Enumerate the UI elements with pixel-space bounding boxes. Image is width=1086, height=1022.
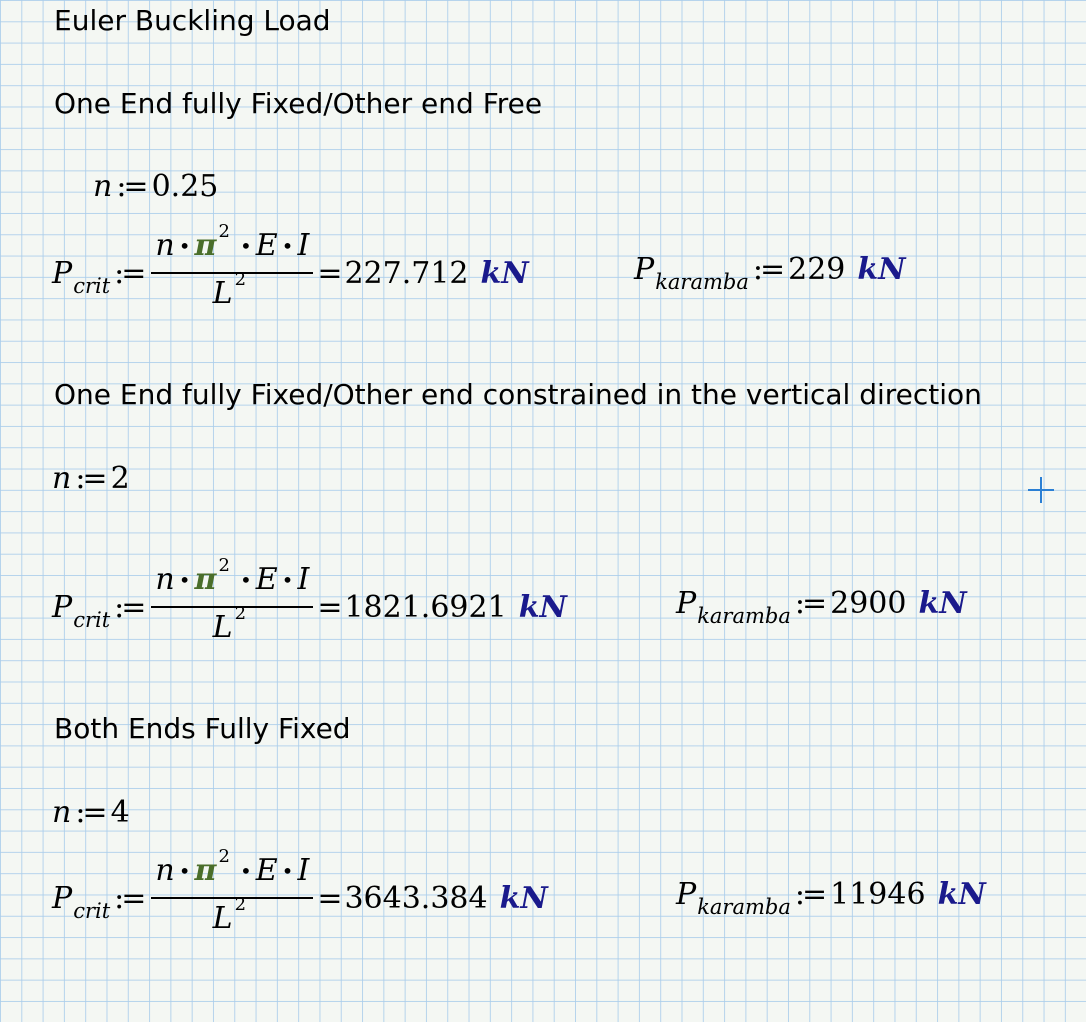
exponent-2: 2 (234, 603, 247, 624)
assign-operator: := (752, 252, 783, 287)
l-variable: L (212, 276, 233, 311)
case2-n-definition[interactable] (52, 461, 130, 497)
assign-operator: := (794, 877, 825, 912)
multiply-dot: • (178, 568, 191, 592)
case3-p-crit-equation[interactable] (52, 846, 548, 945)
buckling-fraction (151, 221, 313, 320)
p-crit-result: 227.712 (344, 256, 469, 291)
case2-p-karamba-definition[interactable] (676, 586, 967, 628)
unit-kn: kN (499, 881, 548, 916)
n-value: 4 (110, 795, 130, 830)
multiply-dot: • (281, 568, 294, 592)
case1-p-karamba-definition[interactable] (634, 252, 906, 294)
fraction-denominator (212, 894, 252, 945)
multiply-dot: • (178, 859, 191, 883)
p-karamba-value: 11946 (830, 877, 926, 912)
case1-p-crit-equation[interactable] (52, 221, 529, 320)
equals-operator: = (317, 881, 343, 916)
equals-operator: = (317, 256, 343, 291)
assign-operator: := (75, 461, 105, 496)
karamba-subscript: karamba (697, 895, 791, 919)
e-variable: E (255, 228, 278, 263)
multiply-dot: • (239, 859, 252, 883)
i-variable: I (297, 853, 310, 888)
p-karamba-value: 2900 (830, 586, 907, 621)
crit-subscript: crit (73, 899, 111, 923)
exponent-2: 2 (234, 269, 247, 290)
p-crit-result: 1821.6921 (344, 590, 507, 625)
pi-constant: π (194, 228, 217, 263)
buckling-fraction (151, 846, 313, 945)
p-variable: P (634, 252, 655, 287)
p-variable: P (52, 881, 73, 916)
n-value: 0.25 (151, 169, 219, 204)
case3-n-definition[interactable] (52, 795, 130, 831)
unit-kn: kN (918, 586, 967, 621)
p-karamba-value: 229 (788, 252, 846, 287)
case1-n-definition[interactable] (93, 169, 218, 205)
multiply-dot: • (281, 859, 294, 883)
crit-subscript: crit (73, 608, 111, 632)
exponent-2: 2 (218, 221, 230, 242)
equals-operator: = (317, 590, 343, 625)
fraction-numerator (151, 846, 313, 897)
page-title[interactable]: Euler Buckling Load (54, 4, 331, 37)
fraction-denominator (212, 269, 252, 320)
karamba-subscript: karamba (655, 270, 749, 294)
assign-operator: := (75, 795, 105, 830)
case1-heading[interactable]: One End fully Fixed/Other end Free (54, 87, 543, 120)
multiply-dot: • (281, 234, 294, 258)
case3-heading[interactable]: Both Ends Fully Fixed (54, 712, 351, 745)
assign-operator: := (116, 169, 146, 204)
assign-operator: := (114, 590, 144, 625)
fraction-numerator (151, 555, 313, 606)
unit-kn: kN (857, 252, 906, 287)
unit-kn: kN (518, 590, 567, 625)
buckling-fraction (151, 555, 313, 654)
pi-constant: π (194, 562, 217, 597)
crit-subscript: crit (73, 274, 111, 298)
n-variable: n (155, 853, 175, 888)
n-variable: n (93, 169, 113, 204)
p-crit-result: 3643.384 (344, 881, 488, 916)
l-variable: L (212, 901, 233, 936)
case2-heading[interactable]: One End fully Fixed/Other end constrained in the vertical direction (54, 378, 982, 411)
n-variable: n (52, 795, 72, 830)
p-variable: P (52, 590, 73, 625)
multiply-dot: • (239, 234, 252, 258)
exponent-2: 2 (234, 894, 247, 915)
p-variable: P (52, 256, 73, 291)
assign-operator: := (114, 256, 144, 291)
multiply-dot: • (239, 568, 252, 592)
multiply-dot: • (178, 234, 191, 258)
assign-operator: := (114, 881, 144, 916)
exponent-2: 2 (218, 846, 230, 867)
p-variable: P (676, 877, 697, 912)
n-variable: n (155, 562, 175, 597)
unit-kn: kN (480, 256, 529, 291)
exponent-2: 2 (218, 555, 230, 576)
n-value: 2 (110, 461, 130, 496)
case2-p-crit-equation[interactable] (52, 555, 567, 654)
e-variable: E (255, 562, 278, 597)
l-variable: L (212, 610, 233, 645)
i-variable: I (297, 562, 310, 597)
n-variable: n (155, 228, 175, 263)
fraction-numerator (151, 221, 313, 272)
fraction-denominator (212, 603, 252, 654)
p-variable: P (676, 586, 697, 621)
pi-constant: π (194, 853, 217, 888)
assign-operator: := (794, 586, 825, 621)
n-variable: n (52, 461, 72, 496)
i-variable: I (297, 228, 310, 263)
crosshair-cursor-icon[interactable] (1028, 477, 1054, 503)
case3-p-karamba-definition[interactable] (676, 877, 986, 919)
unit-kn: kN (937, 877, 986, 912)
e-variable: E (255, 853, 278, 888)
karamba-subscript: karamba (697, 604, 791, 628)
